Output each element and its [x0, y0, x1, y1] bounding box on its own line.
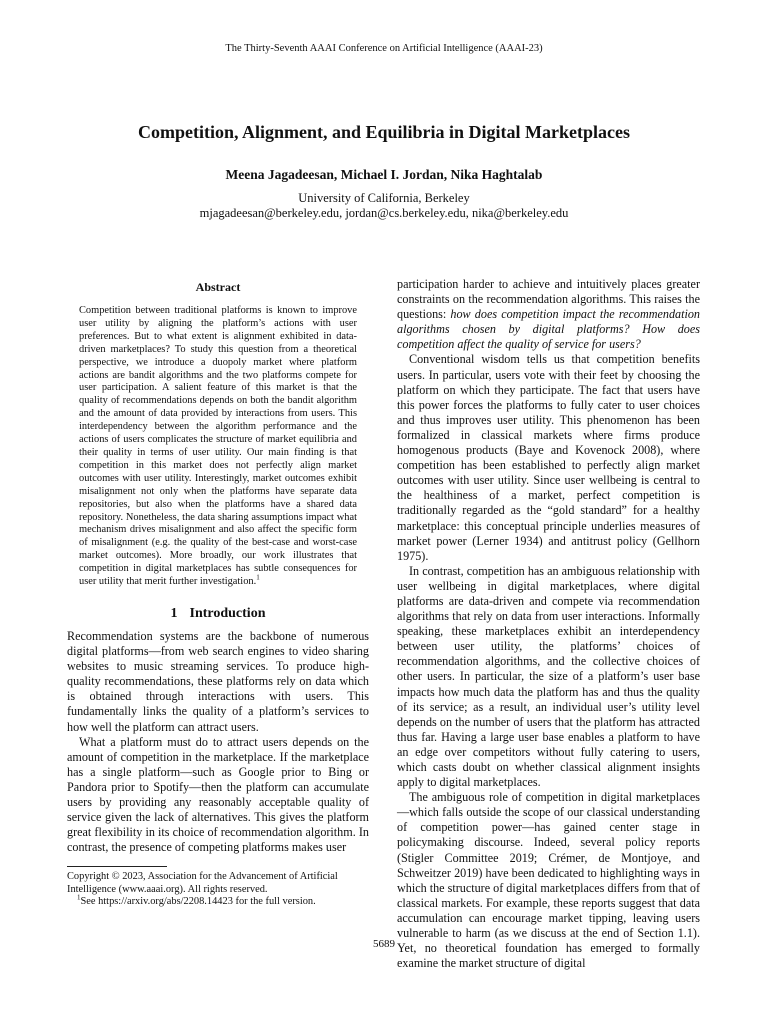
- intro-paragraph-1: Recommendation systems are the backbone of numerous digital platforms—from web search engines to video sharing websites to music streaming services. To produce high-quality recommendations, these platforms rely on data which is obtained through interactions with users. This fundamentally links the quality of a platform’s services to how well the platform can attract users.: [67, 628, 369, 734]
- copyright-notice: Copyright © 2023, Association for the Advancement of Artificial Intelligence (www.aaai.org). All rights reserved.: [67, 871, 338, 895]
- footnote-1-text: See https://arxiv.org/abs/2208.14423 for the full version.: [80, 896, 316, 908]
- abstract-heading: Abstract: [195, 280, 241, 294]
- author-emails: mjagadeesan@berkeley.edu, jordan@cs.berkeley.edu, nika@berkeley.edu: [199, 206, 569, 220]
- footnote-1-mark: 1: [77, 893, 81, 902]
- page-number: 5689: [373, 938, 395, 950]
- right-column: [397, 277, 700, 971]
- footnote-rule: [67, 866, 167, 867]
- right-paragraph-3: In contrast, competition has an ambiguous relationship with user wellbeing in digital marketplaces, where digital platforms are data-driven and compete via recommendation algorithms that rely on data from user interactions. Informally speaking, these marketplaces exhibit an interdependency between user utility, the platforms’ choices of recommendation algorithms, and the collective choices of other users. In particular, the size of a platform’s user base impacts how much data the platform has and thus the quality of its service; as a result, an individual user’s utility level depends on the number of users that the platform has attracted thus far. Having a large user base enables a platform to have an edge over competitors without fully catering to users, which casts doubt on whether classical alignment insights apply to digital marketplaces.: [397, 563, 700, 790]
- conference-header: The Thirty-Seventh AAAI Conference on Artificial Intelligence (AAAI-23): [225, 43, 543, 54]
- right-paragraph-2: Conventional wisdom tells us that competition benefits users. In particular, users vote with their feet by choosing the platform on which they participate. The fact that users have this power forces the platforms to fully cater to user choices and thus improves user utility. This phenomenon has been formalized in classical markets where firms produce homogenous products (Baye and Kovenock 2008), where competition has been established to perfectly align market outcomes with user utility. Since user wellbeing is central to the healthiness of a market, perfect competition is traditionally regarded as the “gold standard” for a healthy marketplace: this conceptual principle underlies measures of market power (Lerner 1934) and antitrust policy (Gellhorn 1975).: [397, 352, 700, 563]
- section-title: Introduction: [189, 605, 266, 621]
- section-heading-introduction: [67, 606, 369, 622]
- author-affiliation-block: [0, 191, 768, 221]
- intro-paragraph-2: What a platform must do to attract users depends on the amount of competition in the marketplace. If the marketplace has a single platform—such as Google prior to Bing or Pandora prior to Spotify—then the platform can accumulate users by providing any reasonably acceptable quality of service given the lack of alternatives. This gives the platform great flexibility in its choice of recommendation algorithm. In contrast, the presence of competing platforms makes user: [67, 734, 369, 855]
- footnote-1: [67, 893, 369, 909]
- section-number: 1: [170, 605, 178, 621]
- research-questions: how does competition impact the recommendation algorithms chosen by digital platforms? How does competition affect the quality of service for users?: [397, 307, 700, 352]
- left-column: [67, 280, 369, 855]
- abstract-footnote-mark: 1: [256, 573, 260, 582]
- abstract-text: Competition between traditional platforms is known to improve user utility by aligning the platform’s actions with user preferences. But to what extent is alignment exhibited in data-driven marketplaces? To study this question from a theoretical perspective, we introduce a duopoly market where platform actions are bandit algorithms and the two platforms compete for user participation. A salient feature of this market is that the quality of recommendations depends on both the bandit algorithm and the amount of data provided by interactions from users. This interdependency between the algorithm performance and the actions of users complicates the structure of market equilibria and their quality in terms of user utility. Our main finding is that competition in this market does not perfectly align market outcomes with user utility. Interestingly, market outcomes exhibit misalignment not only when the platforms have separate data repositories, but also when the platforms have a shared data repository. Nonetheless, the data sharing assumptions impact what mechanism drives misalignment and also affect the specific form of misalignment (e.g. the quality of the best-case and worst-case market outcomes). More broadly, our work illustrates that competition in digital marketplaces has subtle consequences for user utility that merit further investigation.$^1$: [79, 305, 357, 588]
- right-paragraph-1: participation harder to achieve and intuitively places greater constraints on the recommendation algorithms. This raises the questions: how does competition impact the recommendation algorithms chosen by digital platforms? How does competition affect the quality of service for users?: [397, 277, 700, 352]
- affiliation: University of California, Berkeley: [298, 191, 470, 205]
- paper-authors: Meena Jagadeesan, Michael I. Jordan, Nika Haghtalab: [225, 167, 543, 182]
- paper-title: Competition, Alignment, and Equilibria in Digital Marketplaces: [137, 122, 631, 142]
- right-paragraph-4: The ambiguous role of competition in digital marketplaces—which falls outside the scope of our classical understanding of competition power—has gained center stage in policymaking discourse. Indeed, several policy reports (Stigler Committee 2019; Crémer, de Montjoye, and Schweitzer 2019) have been dedicated to highlighting ways in which the structure of digital marketplaces differs from that of classical markets. For example, these reports suggest that data accumulation can encourage market tipping, leaving users vulnerable to harm (as we discuss at the end of Section 1.1). Yet, no theoretical foundation has emerged to formally examine the market structure of digital: [397, 790, 700, 971]
- footnotes: [67, 866, 369, 909]
